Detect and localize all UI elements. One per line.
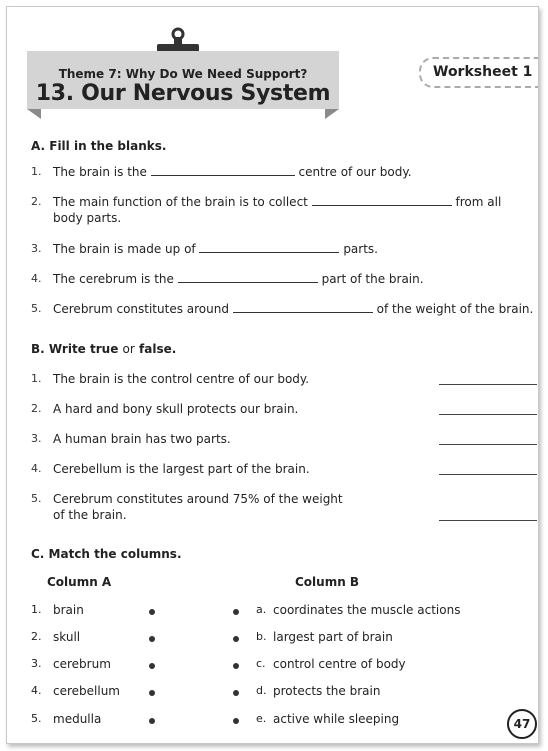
answer-line[interactable]	[439, 444, 537, 445]
answer-line[interactable]	[439, 520, 537, 521]
title-banner	[27, 51, 339, 119]
match-dot-left[interactable]	[149, 690, 155, 696]
match-dot-right[interactable]	[233, 718, 239, 724]
answer-blank[interactable]	[151, 164, 295, 176]
match-dot-left[interactable]	[149, 718, 155, 724]
answer-blank[interactable]	[199, 241, 339, 253]
match-dot-left[interactable]	[149, 609, 155, 615]
page-title: 13. Our Nervous System	[35, 81, 331, 106]
worksheet-tag: Worksheet 1	[419, 57, 538, 88]
answer-blank[interactable]	[178, 271, 318, 283]
match-dot-right[interactable]	[233, 636, 239, 642]
section-c-heading: C. Match the columns.	[31, 547, 182, 561]
theme-label: Theme 7: Why Do We Need Support?	[58, 67, 308, 81]
answer-line[interactable]	[439, 384, 537, 385]
page-number: 47	[507, 709, 537, 739]
match-dot-left[interactable]	[149, 636, 155, 642]
column-a-heading: Column A	[47, 575, 112, 589]
column-b-heading: Column B	[295, 575, 360, 589]
match-dot-left[interactable]	[149, 663, 155, 669]
section-a-heading: A. Fill in the blanks.	[31, 139, 167, 153]
match-dot-right[interactable]	[233, 690, 239, 696]
worksheet-page: Theme 7: Why Do We Need Support? 13. Our Nervous System Worksheet 1 A. Fill in the blanks. 1. The brain is the centre of our body. 2. The main function of the brain is to collect from all body parts. 3. The brain is made up of parts. 4. The cerebrum is the part of the brain. 5. Cerebrum constitutes around of the weight of the brain. B. Write true or false. 1. The brain is the control centre of our body. 2. A hard and bony skull protects our brain. 3. A human brain has two parts. 4. Cerebellum is the largest part of the brain. 5. Cerebrum constitutes around 75% of the weight of the brain. C. Match the columns. Column A Column B 1. brain a. coordinates the muscle actions 2. skull b. largest part of brain 3. cerebrum c. control centre of body 4. cerebellum d. protects the brain 5. medulla e. active while sleeping	[6, 6, 539, 744]
answer-blank[interactable]	[233, 301, 373, 313]
match-dot-right[interactable]	[233, 663, 239, 669]
section-b-heading: B. Write true or false.	[31, 342, 177, 356]
answer-blank[interactable]	[312, 194, 452, 206]
answer-line[interactable]	[439, 474, 537, 475]
answer-line[interactable]	[439, 414, 537, 415]
match-dot-right[interactable]	[233, 609, 239, 615]
